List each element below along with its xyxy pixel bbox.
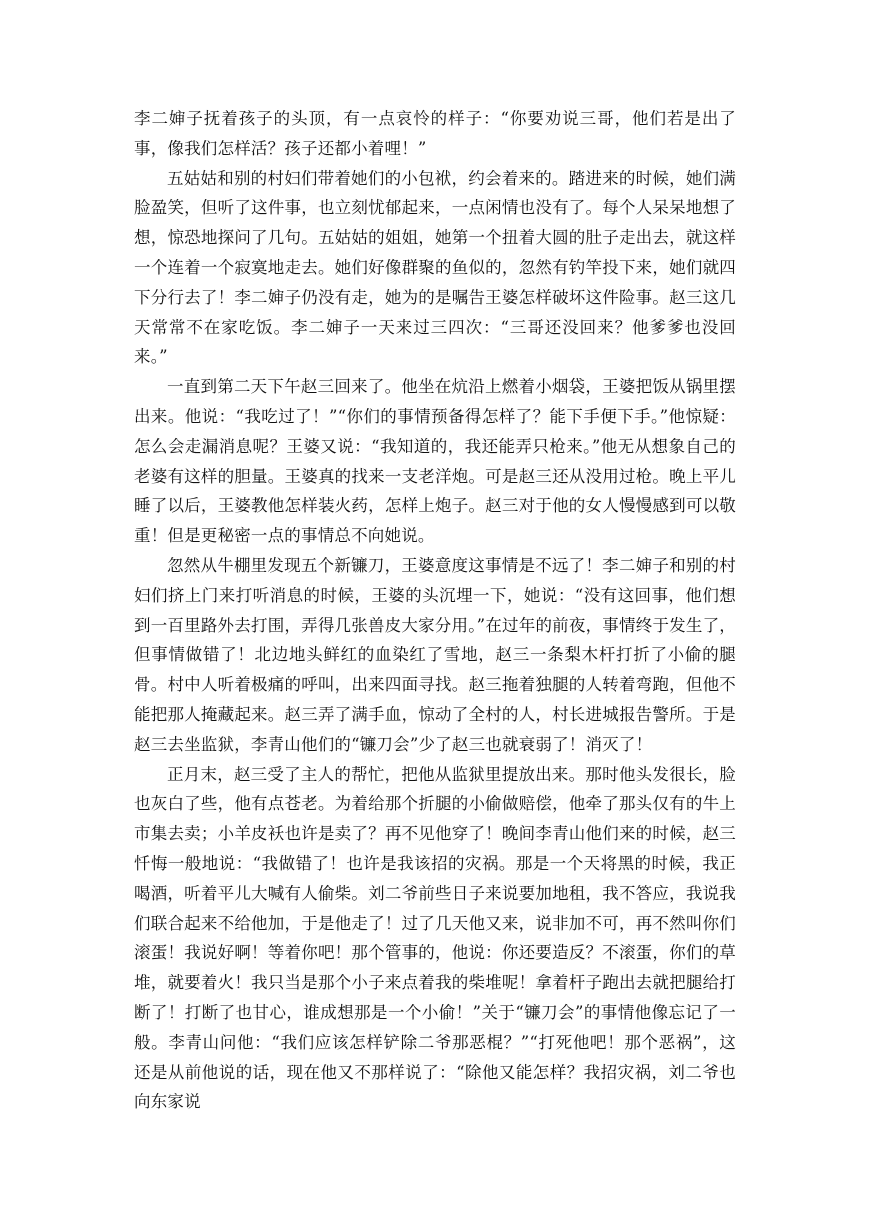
paragraph: 忽然从牛棚里发现五个新镰刀，王婆意度这事情是不远了！李二婶子和别的村妇们挤上门来打听消息的时候，王婆的头沉埋一下，她说：“没有这回事，他们想到一百里路外去打围，弄得几张兽皮大家分用。”在过年的前夜，事情终于发生了，但事情做错了！北边地头鲜红的血染红了雪地，赵三一条梨木杆打折了小偷的腿骨。村中人听着极痛的呼叫，出来四面寻找。赵三拖着独腿的人转着弯跑，但他不能把那人掩藏起来。赵三弄了满手血，惊动了全村的人，村长进城报告警所。于是赵三去坐监狱，李青山他们的“镰刀会”少了赵三也就衰弱了！消灭了！	[134, 555, 736, 754]
document-page	[134, 104, 736, 1117]
paragraph: 正月末，赵三受了主人的帮忙，把他从监狱里提放出来。那时他头发很长，脸也灰白了些，他有点苍老。为着给那个折腿的小偷做赔偿，他牵了那头仅有的牛上市集去卖；小羊皮袄也许是卖了？再不见他穿了！晚间李青山他们来的时候，赵三忏悔一般地说：“我做错了！也许是我该招的灾祸。那是一个天将黑的时候，我正喝酒，听着平儿大喊有人偷柴。刘二爷前些日子来说要加地租，我不答应，我说我们联合起来不给他加，于是他走了！过了几天他又来，说非加不可，再不然叫你们滚蛋！我说好啊！等着你吧！那个管事的，他说：你还要造反？不滚蛋，你们的草堆，就要着火！我只当是那个小子来点着我的柴堆呢！拿着杆子跑出去就把腿给打断了！打断了也甘心，谁成想那是一个小偷！”关于“镰刀会”的事情他像忘记了一般。李青山问他：“我们应该怎样铲除二爷那恶棍？”“打死他吧！那个恶祸”，这还是从前他说的话，现在他又不那样说了：“除他又能怎样？我招灾祸，刘二爷也向东家说	[134, 764, 736, 1112]
paragraph: 五姑姑和别的村妇们带着她们的小包袱，约会着来的。踏进来的时候，她们满脸盈笑，但听了这件事，也立刻忧郁起来，一点闲情也没有了。每个人呆呆地想了想，惊恐地探问了几句。五姑姑的姐姐，她第一个扭着大圆的肚子走出去，就这样一个连着一个寂寞地走去。她们好像群聚的鱼似的，忽然有钓竿投下来，她们就四下分行去了！李二婶子仍没有走，她为的是嘱告王婆怎样破坏这件险事。赵三这几天常常不在家吃饭。李二婶子一天来过三四次：“三哥还没回来？他爹爹也没回来。”	[134, 168, 736, 367]
paragraph: 一直到第二天下午赵三回来了。他坐在炕沿上燃着小烟袋，王婆把饭从锅里摆出来。他说：“我吃过了！”“你们的事情预备得怎样了？能下手便下手。”他惊疑：怎么会走漏消息呢？王婆又说：“我知道的，我还能弄只枪来。”他无从想象自己的老婆有这样的胆量。王婆真的找来一支老洋炮。可是赵三还从没用过枪。晚上平儿睡了以后，王婆教他怎样装火药，怎样上炮子。赵三对于他的女人慢慢感到可以敬重！但是更秘密一点的事情总不向她说。	[134, 377, 736, 546]
paragraph: 李二婶子抚着孩子的头顶，有一点哀怜的样子：“你要劝说三哥，他们若是出了事，像我们怎样活？孩子还都小着哩！”	[134, 109, 736, 158]
